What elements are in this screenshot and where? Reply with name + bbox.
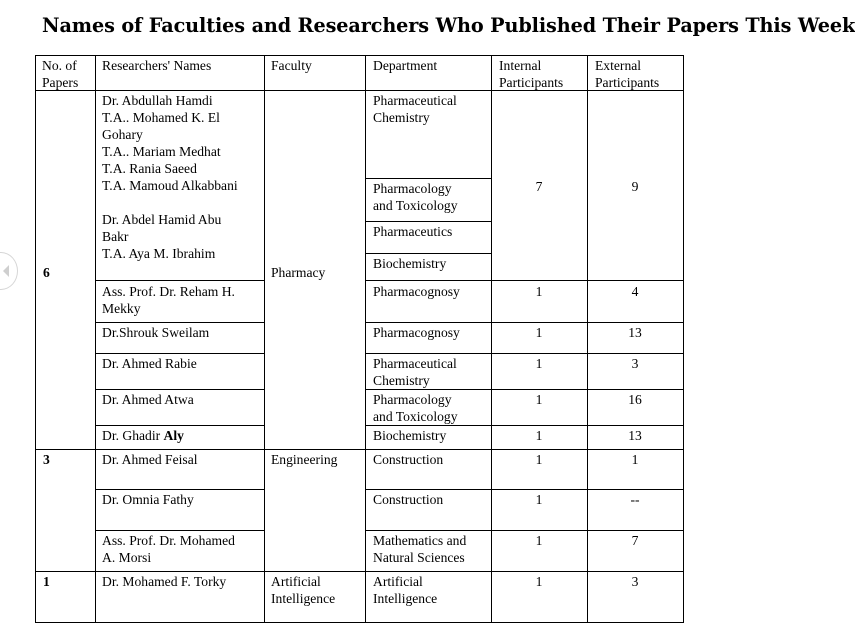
external-cell: 1 — [631, 452, 639, 467]
department-cell: Artificial Intelligence — [373, 574, 438, 606]
external-cell: 3 — [631, 356, 639, 371]
external-cell: 13 — [628, 428, 642, 443]
table-rule — [95, 489, 264, 490]
internal-cell: 1 — [535, 428, 543, 443]
researcher-name: Ass. Prof. Dr. Mohamed A. Morsi — [102, 533, 235, 565]
external-cell: 4 — [631, 284, 639, 299]
table-rule — [365, 322, 684, 323]
faculty-cell: Artificial Intelligence — [271, 574, 336, 606]
internal-cell: 7 — [535, 179, 543, 194]
department-cell: Biochemistry — [373, 256, 447, 271]
table-rule — [365, 55, 366, 623]
internal-cell: 1 — [535, 492, 543, 507]
faculty-cell: Pharmacy — [271, 265, 326, 280]
header-researchers: Researchers' Names — [102, 58, 212, 73]
internal-cell: 1 — [535, 356, 543, 371]
department-cell: Construction — [373, 492, 444, 507]
department-cell: Biochemistry — [373, 428, 447, 443]
external-cell: 16 — [628, 392, 642, 407]
external-cell: -- — [630, 492, 640, 507]
department-cell: Pharmacognosy — [373, 284, 460, 299]
side-nav-arrow-icon[interactable] — [0, 252, 18, 290]
table-rule — [35, 55, 36, 623]
page-title: Names of Faculties and Researchers Who Published Their Papers This Week — [42, 14, 855, 37]
internal-cell: 1 — [535, 284, 543, 299]
internal-cell: 1 — [535, 533, 543, 548]
faculty-cell: Engineering — [271, 452, 338, 467]
table-rule — [95, 530, 264, 531]
department-cell: Pharmaceutical Chemistry — [373, 93, 457, 125]
table-rule — [95, 353, 264, 354]
internal-cell: 1 — [535, 452, 543, 467]
researcher-name: Dr. Ghadir Aly — [102, 428, 184, 443]
table-rule — [365, 280, 684, 281]
publications-table — [35, 55, 684, 623]
department-cell: Mathematics and Natural Sciences — [373, 533, 467, 565]
table-rule — [95, 280, 264, 281]
department-cell: Pharmaceutical Chemistry — [373, 356, 457, 388]
department-cell: Pharmacology and Toxicology — [373, 392, 458, 424]
researcher-list: Dr. Abdullah Hamdi T.A.. Mohamed K. El Gohary T.A.. Mariam Medhat T.A. Rania Saeed T.A. Mamoud Alkabbani Dr. Abdel Hamid Abu Bakr T.A. Aya M. Ibrahim — [102, 93, 238, 261]
researcher-name: Dr. Ahmed Atwa — [102, 392, 194, 407]
researcher-name: Dr.Shrouk Sweilam — [102, 325, 210, 340]
table-rule — [365, 489, 684, 490]
external-cell: 3 — [631, 574, 639, 589]
internal-cell: 1 — [535, 325, 543, 340]
external-cell: 13 — [628, 325, 642, 340]
department-cell: Pharmacology and Toxicology — [373, 181, 458, 213]
table-rule — [365, 178, 491, 179]
table-rule — [95, 55, 96, 623]
table-rule — [264, 55, 265, 623]
internal-cell: 1 — [535, 392, 543, 407]
table-rule — [365, 253, 491, 254]
department-cell: Pharmaceutics — [373, 224, 453, 239]
external-cell: 9 — [631, 179, 639, 194]
table-rule — [683, 55, 684, 623]
papers-count: 3 — [43, 452, 50, 467]
external-cell: 7 — [631, 533, 639, 548]
header-department: Department — [373, 58, 438, 73]
table-rule — [365, 353, 684, 354]
header-internal: Internal Participants — [499, 58, 564, 90]
table-rule — [95, 425, 264, 426]
researcher-name: Ass. Prof. Dr. Reham H. Mekky — [102, 284, 235, 316]
papers-count: 1 — [43, 574, 50, 589]
header-papers: No. of Papers — [42, 58, 79, 90]
table-rule — [365, 389, 684, 390]
researcher-name: Dr. Omnia Fathy — [102, 492, 194, 507]
papers-count: 6 — [43, 265, 50, 280]
researcher-name: Dr. Ahmed Feisal — [102, 452, 198, 467]
table-rule — [95, 322, 264, 323]
researcher-name: Dr. Mohamed F. Torky — [102, 574, 227, 589]
department-cell: Construction — [373, 452, 444, 467]
internal-cell: 1 — [535, 574, 543, 589]
table-rule — [365, 530, 684, 531]
table-rule — [95, 389, 264, 390]
header-external: External Participants — [595, 58, 660, 90]
table-rule — [365, 425, 684, 426]
header-faculty: Faculty — [271, 58, 312, 73]
researcher-name: Dr. Ahmed Rabie — [102, 356, 197, 371]
department-cell: Pharmacognosy — [373, 325, 460, 340]
table-rule — [365, 221, 491, 222]
